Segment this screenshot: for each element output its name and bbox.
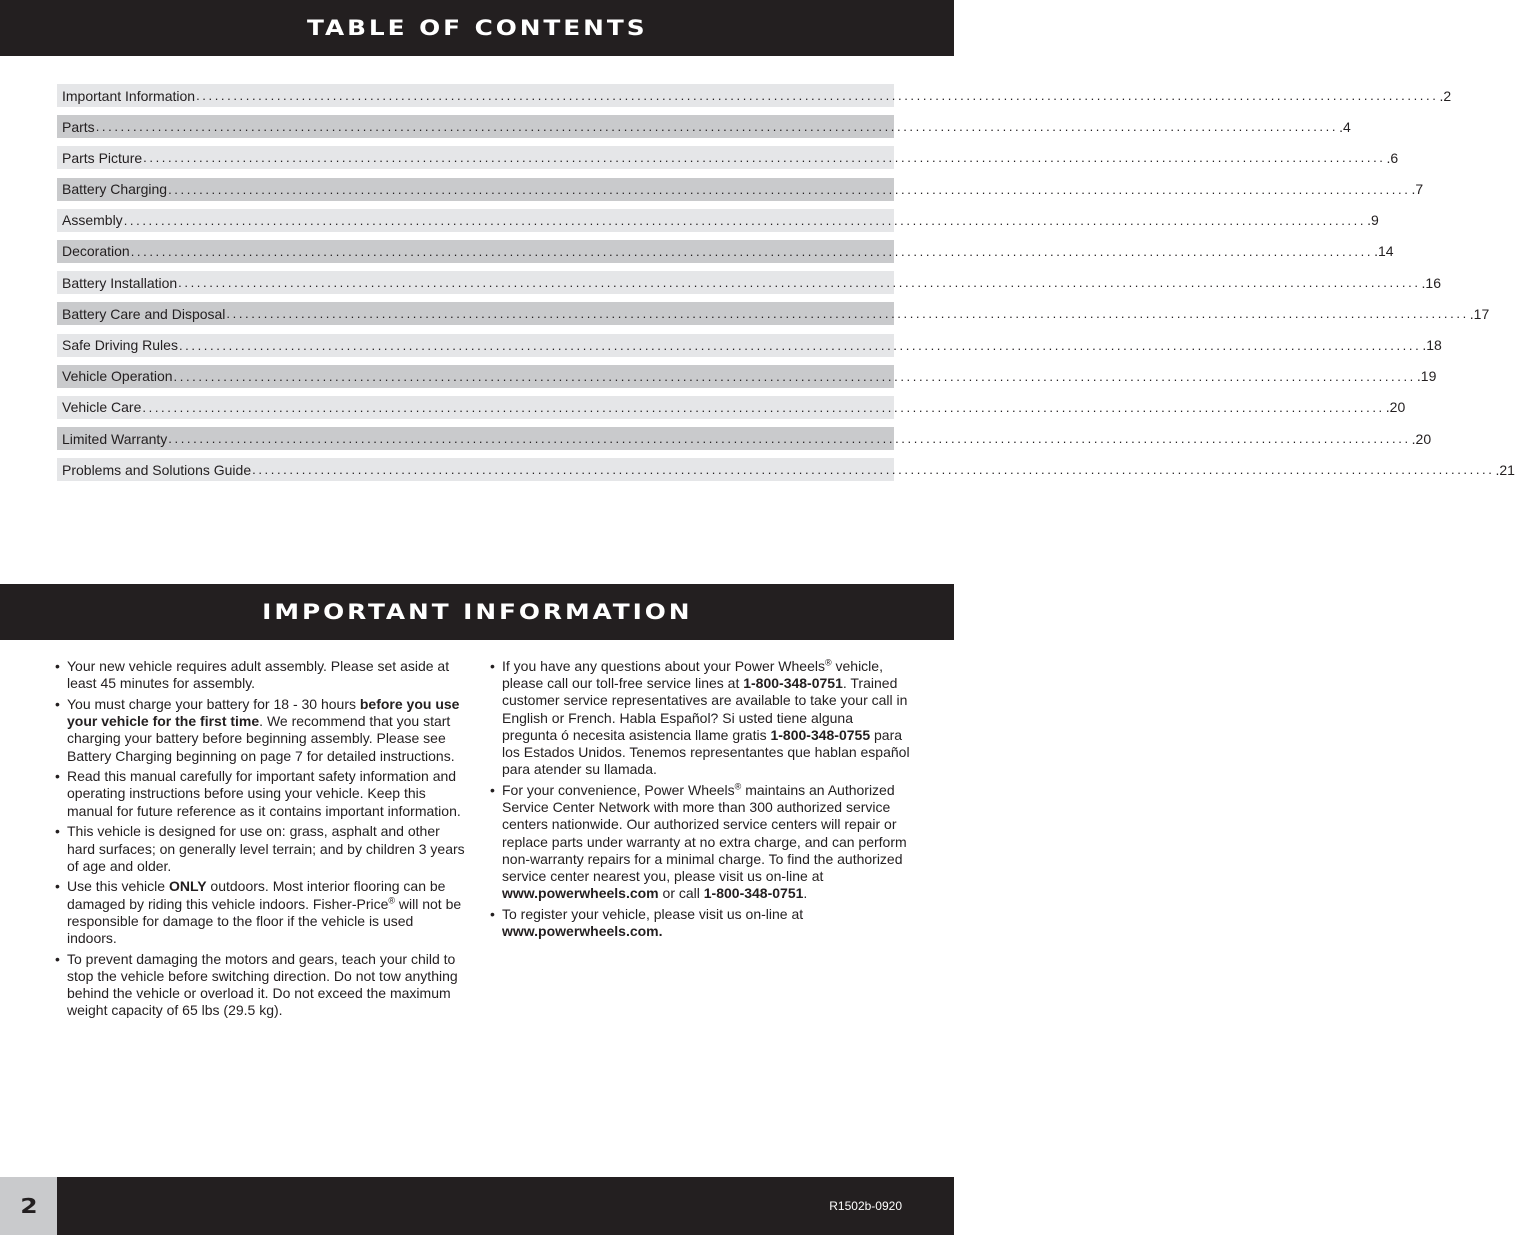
toc-entry-title: Battery Charging <box>62 181 168 198</box>
toc-entry-title: Parts <box>62 118 95 135</box>
toc-leader-dots: ........................................................................................................................................................................................................ <box>130 243 1374 259</box>
info-bullet: • To prevent damaging the motors and gears, teach your child to stop the vehicle before switching direction. Do not tow anything behind the vehicle or overload it. Do not exceed the maximum weight capacity of 65 lbs (29.5 kg). <box>55 951 465 1020</box>
toc-entry[interactable] <box>57 146 1399 169</box>
page-number: 2 <box>19 1194 38 1218</box>
website-link[interactable]: www.powerwheels.com. <box>502 923 663 940</box>
toc-entry[interactable] <box>57 115 1351 138</box>
toc-entry-page: .19 <box>1416 368 1437 385</box>
toc-entry[interactable] <box>57 209 1379 232</box>
phone-number: 1-800-348-0751 <box>743 675 843 692</box>
toc-leader-dots: ........................................................................................................................................................................................................ <box>226 306 1469 322</box>
toc-entry-page: .2 <box>1439 87 1452 104</box>
toc-entry[interactable] <box>57 458 1515 481</box>
page-number-box <box>0 1177 57 1235</box>
phone-number-spanish: 1-800-348-0755 <box>770 726 871 743</box>
info-bullet: • For your convenience, Power Wheels® maintains an Authorized Service Center Network with more than 300 authorized service centers nationwide. Our authorized service centers will repair or replace parts under warranty at no extra charge, and can perform non-warranty repairs for a minimal charge. To find the authorized service center nearest you, please visit us on-line at www.powerwheels.com or call 1-800-348-0751. <box>490 782 910 902</box>
toc-entry-page: .21 <box>1495 461 1515 478</box>
toc-leader-dots: ........................................................................................................................................................................................................ <box>95 119 1339 135</box>
website-link[interactable]: www.powerwheels.com <box>502 885 659 902</box>
phone-number: 1-800-348-0751 <box>703 885 804 902</box>
document-code: R1502b-0920 <box>829 1199 902 1213</box>
toc-entry-page: .17 <box>1469 305 1490 322</box>
toc-entry-title: Limited Warranty <box>62 430 168 447</box>
toc-leader-dots: ........................................................................................................................................................................................................ <box>168 431 1411 447</box>
info-bullet: • Read this manual carefully for important safety information and operating instructions before using your vehicle. Keep this manual for future reference as it contains important information. <box>55 768 465 820</box>
toc-entry-page: .9 <box>1367 212 1379 229</box>
toc-entry-title: Decoration <box>62 243 130 260</box>
toc-entry-title: Parts Picture <box>62 149 143 166</box>
toc-entry-page: .4 <box>1339 118 1351 135</box>
toc-entry-page: .6 <box>1386 149 1399 166</box>
toc-heading: TABLE OF CONTENTS <box>306 16 648 40</box>
toc-leader-dots: ........................................................................................................................................................................................................ <box>196 88 1439 103</box>
toc-entry[interactable] <box>57 302 1490 325</box>
toc-entry[interactable] <box>57 396 1406 419</box>
toc-entry-title: Problems and Solutions Guide <box>62 461 252 478</box>
info-header-band <box>0 584 954 640</box>
toc-entry-title: Vehicle Care <box>62 399 142 416</box>
toc-leader-dots: ........................................................................................................................................................................................................ <box>123 212 1367 228</box>
info-bullet: • Use this vehicle ONLY outdoors. Most interior flooring can be damaged by riding this vehicle indoors. Fisher-Price® will not be responsible for damage to the floor if the vehicle is used indoors. <box>55 878 465 947</box>
info-heading: IMPORTANT INFORMATION <box>261 600 693 624</box>
toc-leader-dots: ........................................................................................................................................................................................................ <box>178 337 1422 353</box>
toc-entry[interactable] <box>57 240 1394 263</box>
toc-entry-page: .7 <box>1411 181 1424 198</box>
toc-entry[interactable] <box>57 365 1437 388</box>
toc-leader-dots: ........................................................................................................................................................................................................ <box>142 399 1385 415</box>
info-bullet: • Your new vehicle requires adult assembly. Please set aside at least 45 minutes for assembly. <box>55 658 465 692</box>
toc-entry-title: Battery Care and Disposal <box>62 305 226 322</box>
footer-band <box>0 1177 954 1235</box>
toc-entry-page: .16 <box>1421 274 1442 291</box>
info-right-column <box>490 658 910 944</box>
toc-header-band <box>0 0 954 56</box>
toc-entry[interactable] <box>57 271 1442 294</box>
toc-leader-dots: ........................................................................................................................................................................................................ <box>143 150 1386 166</box>
toc-entry-title: Vehicle Operation <box>62 368 173 385</box>
info-bullet: • To register your vehicle, please visit us on-line at www.powerwheels.com. <box>490 906 910 940</box>
toc-entry[interactable] <box>57 178 1424 201</box>
toc-entry-title: Assembly <box>62 212 123 229</box>
table-of-contents <box>57 84 1515 489</box>
toc-leader-dots: ........................................................................................................................................................................................................ <box>168 181 1411 197</box>
info-bullet: • This vehicle is designed for use on: grass, asphalt and other hard surfaces; on generally level terrain; and by children 3 years of age and older. <box>55 823 465 875</box>
toc-entry-page: .20 <box>1385 399 1406 416</box>
toc-entry-title: Safe Driving Rules <box>62 337 178 353</box>
toc-entry[interactable] <box>57 334 1442 357</box>
info-bullet: • You must charge your battery for 18 - 30 hours before you use your vehicle for the first time. We recommend that you start charging your battery before beginning assembly. Please see Battery Charging beginning on page 7 for detailed instructions. <box>55 696 465 765</box>
toc-entry-page: .14 <box>1374 243 1394 260</box>
toc-entry[interactable] <box>57 84 1452 107</box>
toc-leader-dots: ........................................................................................................................................................................................................ <box>252 462 1495 478</box>
toc-entry[interactable] <box>57 427 1432 450</box>
toc-entry-page: .18 <box>1422 337 1442 353</box>
toc-entry-title: Battery Installation <box>62 274 178 291</box>
toc-entry-page: .20 <box>1411 430 1432 447</box>
info-bullet: • If you have any questions about your Power Wheels® vehicle, please call our toll-free service lines at 1-800-348-0751. Trained customer service representatives are available to take your call in English or French. Habla Español? Si usted tiene alguna pregunta ó necesita asistencia llame gratis 1-800-348-0755 para los Estados Unidos. Tenemos representantes que hablan español para atender su llamada. <box>490 658 910 778</box>
toc-entry-title: Important Information <box>62 87 196 104</box>
toc-leader-dots: ........................................................................................................................................................................................................ <box>173 368 1416 384</box>
toc-leader-dots: ........................................................................................................................................................................................................ <box>178 275 1421 291</box>
info-left-column <box>55 658 465 1023</box>
